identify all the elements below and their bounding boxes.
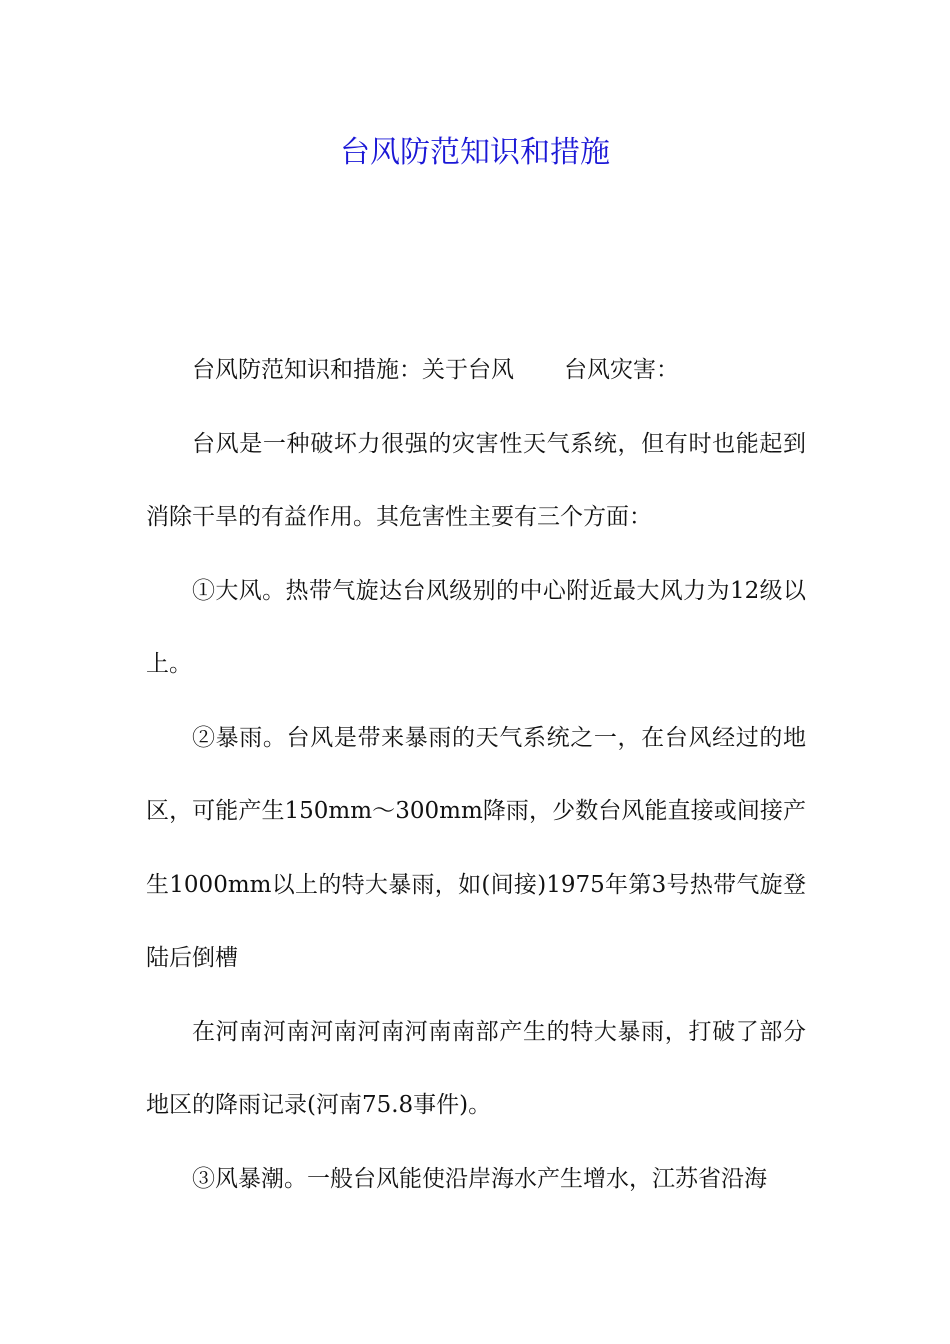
document-title: 台风防范知识和措施 — [340, 135, 610, 170]
intro-heading: 台风防范知识和措施：关于台风 — [192, 357, 514, 383]
paragraph-overview: 台风是一种破坏力很强的灾害性天气系统，但有时也能起到消除干旱的有益作用。其危害性主要有三个方面： — [146, 430, 806, 530]
document-body — [146, 334, 806, 1216]
paragraph-wind: ①大风。热带气旋达台风级别的中心附近最大风力为12级以上。 — [146, 577, 806, 677]
paragraph-storm-surge: ③风暴潮。一般台风能使沿岸海水产生增水，江苏省沿海 — [192, 1165, 767, 1192]
intro-subheading: 台风灾害： — [564, 357, 679, 383]
paragraph-rainstorm: ②暴雨。台风是带来暴雨的天气系统之一，在台风经过的地区，可能产生150mm～300mm降雨，少数台风能直接或间接产生1000mm以上的特大暴雨，如(间接)1975年第3号热带气旋登陆后倒槽 — [146, 724, 806, 971]
intro-paragraph — [146, 334, 806, 408]
paragraph-henan: 在河南河南河南河南河南南部产生的特大暴雨，打破了部分地区的降雨记录(河南75.8事件)。 — [146, 1018, 806, 1118]
